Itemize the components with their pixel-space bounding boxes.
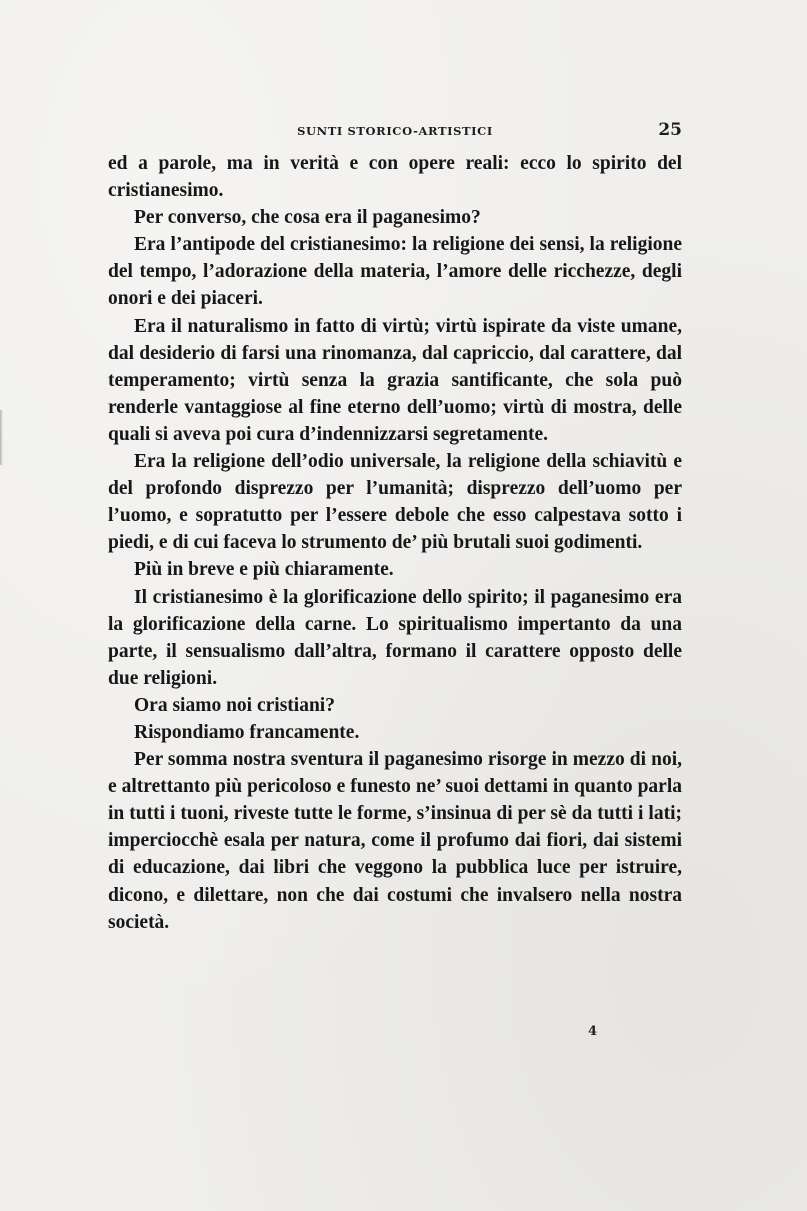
paragraph: Era l’antipode del cristianesimo: la religione dei sensi, la religione del tempo, l’adorazione della materia, l’amore delle ricchezze, degli onori e dei piaceri. <box>108 234 682 310</box>
paragraph: Il cristianesimo è la glorificazione dello spirito; il paganesimo era la glorificazione della carne. Lo spiritualismo impertanto da una parte, il sensualismo dall’altra, formano il carattere opposto delle due religioni. <box>108 586 682 689</box>
page-edge-shadow <box>0 410 3 465</box>
paragraph: Più in breve e più chiaramente. <box>134 559 394 581</box>
paragraph: ed a parole, ma in verità e con opere reali: ecco lo spirito del cristianesimo. <box>108 153 682 202</box>
paragraph: Era la religione dell’odio universale, la religione della schiavitù e del profondo disprezzo per l’umanità; disprezzo dell’uomo per l’uomo, e sopratutto per l’essere debole che esso calpestava sotto i piedi, e di cui faceva lo strumento de’ più brutali suoi godimenti. <box>108 451 682 554</box>
page-number: 25 <box>658 120 682 140</box>
paragraph: Per converso, che cosa era il paganesimo? <box>134 207 481 229</box>
body-text <box>108 150 682 936</box>
paragraph: Ora siamo noi cristiani? <box>134 694 335 716</box>
running-title: SUNTI STORICO-ARTISTICI <box>297 124 493 138</box>
paragraph: Per somma nostra sventura il paganesimo risorge in mezzo di noi, e altrettanto più pericoloso e funesto ne’ suoi dettami in quanto parla in tutti i tuoni, riveste tutte le forme, s’insinua di per sè da tutti i lati; imperciocchè esala per natura, come il profumo dai fiori, dai sistemi di educazione, dai libri che veggono la pubblica luce per istruire, dicono, e dilettare, non che dai costumi che invalsero nella nostra società. <box>108 749 682 933</box>
paragraph: Era il naturalismo in fatto di virtù; virtù ispirate da viste umane, dal desiderio di farsi una rinomanza, dal capriccio, dal carattere, dal temperamento; virtù senza la grazia santificante, che sola può renderle vantaggiose al fine eterno dell’uomo; virtù di mostra, delle quali si aveva poi cura d’indennizzarsi segretamente. <box>108 315 682 445</box>
signature-mark: 4 <box>588 1024 598 1039</box>
page-header <box>108 120 682 142</box>
paragraph: Rispondiamo francamente. <box>134 721 360 743</box>
